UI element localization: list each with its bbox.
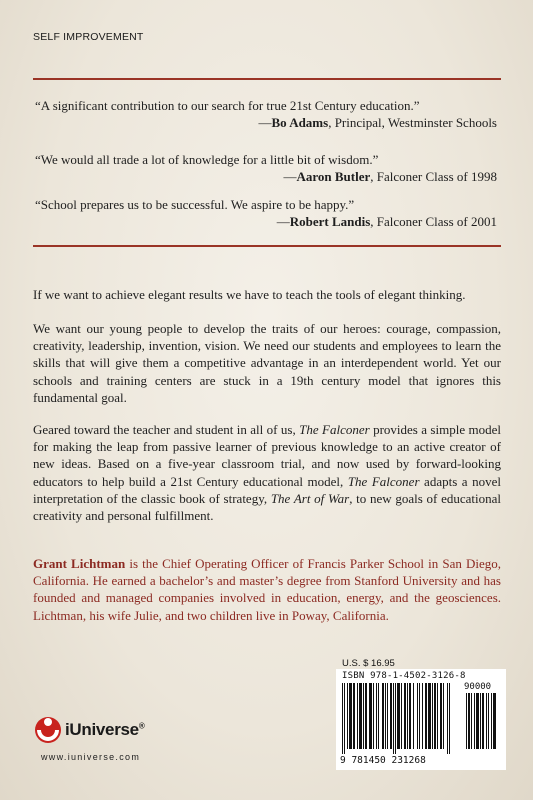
barcode-bar xyxy=(434,683,436,749)
barcode-bar xyxy=(413,683,414,749)
barcode-bar xyxy=(395,683,396,754)
barcode-bar xyxy=(428,683,431,749)
publisher-logo xyxy=(33,712,233,762)
barcode-bar xyxy=(443,683,444,749)
barcode-bar xyxy=(432,683,433,749)
paragraph-traits: We want our young people to develop the traits of our heroes: courage, compassion, creativity, leadership, invention, vision. We need our students and employees to learn the skills that will give them a competitive advantage in an interdependent world. Yet our schools and training centers are stuck in a 19th century model that ignores this fundamental goal. xyxy=(33,321,501,405)
barcode-bar xyxy=(474,693,475,749)
barcode-bar xyxy=(466,693,467,749)
barcode-bar xyxy=(397,683,400,749)
iuniverse-logo-icon xyxy=(33,712,63,746)
barcode-bar xyxy=(449,683,450,754)
quote-author: Aaron Butler xyxy=(296,169,371,184)
quote-2 xyxy=(35,151,497,185)
book-title: The Falconer xyxy=(347,473,420,489)
publisher-name: iUniverse® xyxy=(65,720,145,739)
barcode-bar xyxy=(417,683,418,749)
barcode-bar xyxy=(491,693,492,749)
barcode-bar xyxy=(409,683,411,749)
barcode-bar xyxy=(407,683,408,749)
barcode-bar xyxy=(342,683,343,754)
barcode-bar xyxy=(486,693,487,749)
barcode-bar xyxy=(357,683,358,749)
quote-text: “We would all trade a lot of knowledge for a little bit of wisdom.” xyxy=(35,152,379,167)
quote-1 xyxy=(35,97,497,131)
barcode-bar xyxy=(390,683,392,749)
barcode-bar xyxy=(476,693,479,749)
barcode-bar xyxy=(369,683,372,749)
book-title: The Falconer xyxy=(299,422,370,437)
barcode-bar xyxy=(385,683,386,749)
barcode xyxy=(336,669,506,770)
quote-author: Robert Landis xyxy=(289,214,371,229)
publisher-url: www.iuniverse.com xyxy=(41,752,141,762)
barcode-bar xyxy=(471,693,472,749)
barcode-bar xyxy=(493,693,496,749)
barcode-bar xyxy=(387,683,388,749)
classic-book-title: The Art of War xyxy=(270,490,350,506)
barcode-bar xyxy=(378,683,379,749)
category-label: SELF IMPROVEMENT xyxy=(33,31,144,43)
barcode-bar xyxy=(488,693,489,749)
quote-text: “School prepares us to be successful. We aspire to be happy.” xyxy=(35,197,355,212)
barcode-bar xyxy=(353,683,355,749)
barcode-supplement-digits: 90000 xyxy=(464,682,492,692)
quote-attribution: —Robert Landis, Falconer Class of 2001 xyxy=(276,214,497,229)
author-bio: Grant Lichtman is the Chief Operating Officer of Francis Parker School in San Diego, California. He earned a bachelor’s and master’s degree from Stanford University and has founded and managed companies involved in education, energy, and the geosciences. Lichtman, his wife Julie, and two children live in Poway, California. xyxy=(33,556,501,623)
price-label: U.S. $ 16.95 xyxy=(342,658,395,669)
barcode-bar xyxy=(440,683,442,749)
top-rule xyxy=(33,78,501,80)
isbn-text: ISBN 978-1-4502-3126-8 xyxy=(342,671,466,681)
barcode-bar xyxy=(468,693,470,749)
barcode-bar xyxy=(404,683,406,749)
barcode-supplement-bars xyxy=(466,693,500,755)
bottom-rule xyxy=(33,245,501,247)
barcode-bar xyxy=(393,683,394,754)
barcode-bar xyxy=(422,683,423,749)
quote-3 xyxy=(35,196,497,230)
barcode-bar xyxy=(349,683,352,749)
barcode-bar xyxy=(447,683,448,754)
barcode-bar xyxy=(480,693,481,749)
quote-attribution: —Aaron Butler, Falconer Class of 1998 xyxy=(283,169,497,184)
barcode-bar xyxy=(363,683,364,749)
quote-author: Bo Adams xyxy=(271,115,329,130)
quote-attribution: —Bo Adams, Principal, Westminster Schools xyxy=(258,115,497,130)
barcode-bar xyxy=(365,683,367,749)
barcode-bar xyxy=(419,683,420,749)
barcode-bar xyxy=(376,683,377,749)
quote-text: “A significant contribution to our search for true 21st Century education.” xyxy=(35,98,420,113)
barcode-bar xyxy=(437,683,438,749)
barcode-bars xyxy=(342,683,460,755)
barcode-bar xyxy=(373,683,374,749)
barcode-bar xyxy=(425,683,427,749)
barcode-bar xyxy=(347,683,348,749)
barcode-bar xyxy=(359,683,362,749)
barcode-bar xyxy=(382,683,384,749)
author-name: Grant Lichtman xyxy=(33,556,126,571)
paragraph-description: Geared toward the teacher and student in all of us, The Falconer provides a simple model for making the leap from passive learner of previous knowledge to an active creator of new ideas. Based on a five-year classroom trial, and now used by forward-looking educators to help build a 21st Century educational model, The Falconer adapts a novel interpretation of the classic book of strategy, The Art of War, to new goals of educational creativity and personal fulfillment. xyxy=(33,422,501,524)
barcode-digits: 9 781450 231268 xyxy=(340,755,426,766)
barcode-bar xyxy=(401,683,402,749)
paragraph-intro: If we want to achieve elegant results we have to teach the tools of elegant thinking. xyxy=(33,287,466,302)
barcode-bar xyxy=(344,683,345,754)
barcode-bar xyxy=(482,693,484,749)
